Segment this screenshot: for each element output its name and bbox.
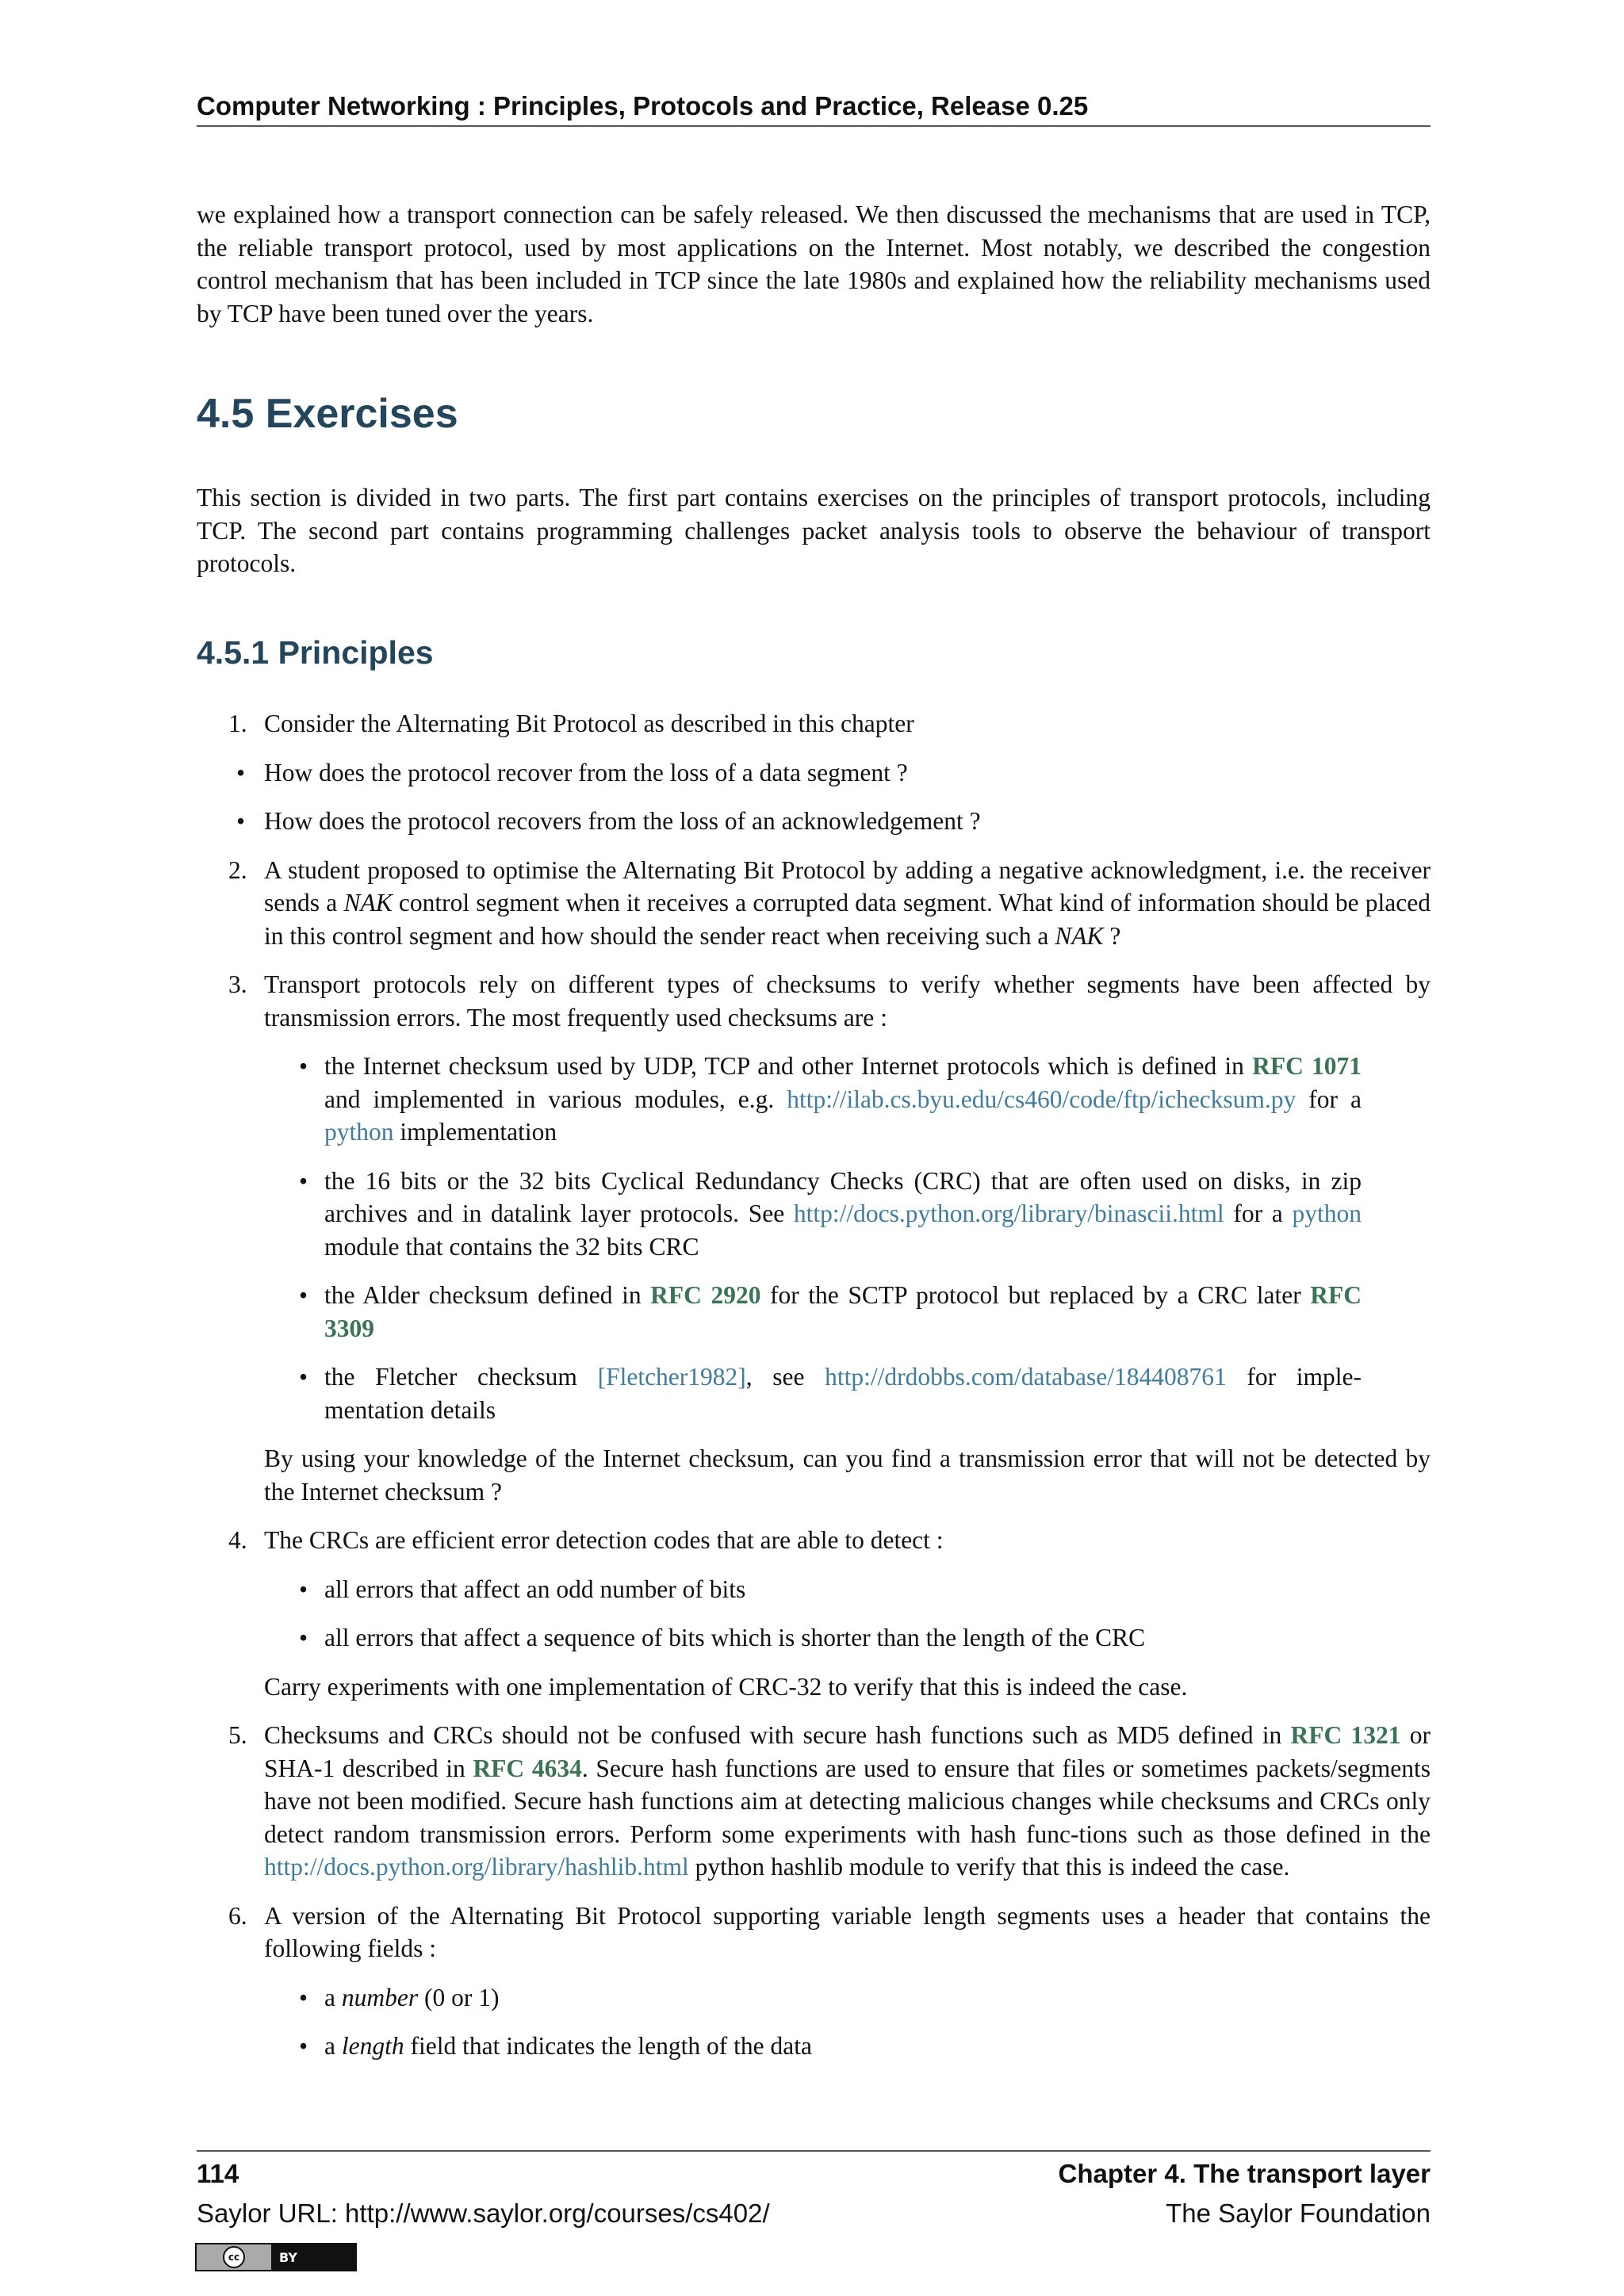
header-field-length bbox=[264, 2030, 1362, 2063]
page-number: 114 bbox=[197, 2159, 239, 2188]
exercise-number: 3. bbox=[228, 970, 247, 998]
bullet-marker: • bbox=[236, 807, 246, 835]
hashlib-link[interactable]: http://docs.python.org/library/hashlib.html bbox=[264, 1853, 689, 1881]
exercise-text: or SHA-1 described in bbox=[264, 1721, 1431, 1782]
ichecksum-link[interactable]: http://ilab.cs.byu.edu/cs460/code/ftp/ichecksum.py bbox=[787, 1085, 1297, 1113]
exercise-3-question: By using your knowledge of the Internet checksum, can you find a transmission error that will not be detected by the Internet checksum ? bbox=[264, 1445, 1431, 1506]
bullet-text: a bbox=[324, 1983, 342, 2011]
bullet-marker: • bbox=[236, 758, 246, 786]
rfc-3309-link[interactable]: RFC 3309 bbox=[324, 1281, 1362, 1342]
exercise-number: 1. bbox=[228, 710, 247, 737]
exercise-text: ? bbox=[1103, 921, 1121, 950]
exercise-text: A student proposed to optimise the Alternating Bit Protocol by adding a negative acknowledgment, i.e. the receiver sends a bbox=[264, 855, 1431, 916]
bullet-text: for the SCTP protocol but replaced by a CRC later bbox=[760, 1281, 1311, 1309]
saylor-url: Saylor URL: http://www.saylor.org/courses/cs402/ bbox=[197, 2198, 770, 2228]
exercise-1-bullet-2 bbox=[197, 805, 1431, 838]
rfc-1321-link[interactable]: RFC 1321 bbox=[1290, 1721, 1401, 1749]
field-name: number bbox=[341, 1983, 419, 2011]
rfc-4634-link[interactable]: RFC 4634 bbox=[473, 1754, 582, 1782]
exercise-text: Checksums and CRCs should not be confused with secure hash functions such as MD5 defined in bbox=[264, 1721, 1291, 1749]
bullet-text: for imple-mentation details bbox=[324, 1363, 1362, 1424]
exercise-number: 2. bbox=[228, 855, 247, 884]
footer-row-2 bbox=[197, 2198, 1431, 2229]
bullet-text: the Internet checksum used by UDP, TCP and other Internet protocols which is defined in bbox=[324, 1052, 1253, 1080]
bullet-marker: • bbox=[299, 2032, 308, 2060]
exercise-number: 6. bbox=[228, 1901, 247, 1930]
bullet-marker: • bbox=[299, 1052, 308, 1080]
exercise-text: Consider the Alternating Bit Protocol as described in this chapter bbox=[264, 710, 914, 737]
bullet-marker: • bbox=[299, 1575, 308, 1603]
section-heading: 4.5 Exercises bbox=[197, 391, 458, 437]
exercise-number: 4. bbox=[228, 1526, 247, 1554]
bullet-text: field that indicates the length of the data bbox=[404, 2032, 812, 2060]
binascii-link[interactable]: http://docs.python.org/library/binascii.html bbox=[793, 1200, 1224, 1227]
bullet-marker: • bbox=[299, 1624, 308, 1651]
bullet-text: all errors that affect an odd number of bits bbox=[324, 1575, 746, 1603]
bullet-text: and implemented in various modules, e.g. bbox=[324, 1085, 787, 1113]
bullet-marker: • bbox=[299, 1363, 308, 1391]
exercise-text: Transport protocols rely on different types of checksums to verify whether segments have been affected by transmission errors. The most frequently used checksums are : bbox=[264, 970, 1431, 1031]
exercise-6 bbox=[197, 1900, 1431, 2063]
python-link[interactable]: python bbox=[324, 1118, 394, 1146]
nak-term: NAK bbox=[343, 889, 393, 916]
bullet-text: implementation bbox=[393, 1118, 557, 1146]
document-page bbox=[197, 0, 1431, 2296]
header-field-number bbox=[264, 1981, 1362, 2015]
foundation-name: The Saylor Foundation bbox=[1166, 2198, 1431, 2228]
by-label: BY bbox=[279, 2249, 297, 2265]
checksum-alder bbox=[264, 1279, 1362, 1345]
exercise-3 bbox=[197, 968, 1431, 1508]
intro-paragraph: we explained how a transport connection can be safely released. We then discussed the mechanisms that are used in TCP, the reliable transport protocol, used by most applications on the Internet. Most notably, we described the congestion control mechanism that has been included in TCP since the late 1980s and explained how the reliability mechanisms used by TCP have been tuned over the years. bbox=[197, 201, 1431, 327]
cc-logo bbox=[197, 2244, 271, 2270]
cc-by-license-icon bbox=[195, 2243, 357, 2271]
exercise-text: The CRCs are efficient error detection codes that are able to detect : bbox=[264, 1526, 944, 1554]
exercise-4 bbox=[197, 1524, 1431, 1703]
field-name: length bbox=[341, 2032, 404, 2060]
exercise-2 bbox=[197, 854, 1431, 953]
exercise-number: 5. bbox=[228, 1721, 247, 1749]
bullet-text: for a bbox=[1296, 1085, 1362, 1113]
bullet-marker: • bbox=[299, 1281, 308, 1309]
exercise-text: control segment when it receives a corrupted data segment. What kind of information should be placed in this control segment and how should the sender react when receiving such a bbox=[264, 889, 1431, 950]
bullet-text: , see bbox=[745, 1363, 825, 1391]
footer-row-1 bbox=[197, 2158, 1431, 2190]
bullet-marker: • bbox=[299, 1983, 308, 2011]
rfc-1071-link[interactable]: RFC 1071 bbox=[1252, 1052, 1362, 1080]
exercise-list bbox=[197, 707, 1431, 2079]
checksum-fletcher bbox=[264, 1360, 1362, 1426]
footer-rule bbox=[197, 2150, 1431, 2152]
bullet-text: all errors that affect a sequence of bits which is shorter than the length of the CRC bbox=[324, 1624, 1146, 1651]
cc-circle-icon: cc bbox=[223, 2246, 245, 2268]
exercise-text: . Secure hash functions are used to ensure that files or sometimes packets/segments have not been modified. Secure hash functions aim at detecting malicious changes while checksums and CRCs only detect random transmission errors. Perform some experiments with hash func-tions such as those defined in the bbox=[264, 1754, 1431, 1848]
crc-bullet-2 bbox=[264, 1621, 1362, 1655]
bullet-text: How does the protocol recovers from the loss of an acknowledgement ? bbox=[264, 807, 981, 835]
bullet-text: for a bbox=[1224, 1200, 1293, 1227]
bullet-text: the Alder checksum defined in bbox=[324, 1281, 651, 1309]
rfc-2920-link[interactable]: RFC 2920 bbox=[650, 1281, 761, 1309]
bullet-text: a bbox=[324, 2032, 342, 2060]
exercise-4-task: Carry experiments with one implementation of CRC-32 to verify that this is indeed the case. bbox=[264, 1672, 1188, 1701]
subsection-heading: 4.5.1 Principles bbox=[197, 634, 434, 671]
fletcher-citation-link[interactable]: [Fletcher1982] bbox=[597, 1363, 746, 1391]
checksum-internet bbox=[264, 1050, 1362, 1149]
nak-term: NAK bbox=[1055, 921, 1104, 950]
python-link[interactable]: python bbox=[1292, 1200, 1362, 1227]
running-header: Computer Networking : Principles, Protocols and Practice, Release 0.25 bbox=[197, 90, 1431, 127]
bullet-text: (0 or 1) bbox=[418, 1983, 500, 2011]
bullet-text: the 16 bits or the 32 bits Cyclical Redundancy Checks (CRC) that are often used on disks, in zip archives and in datalink layer protocols. See bbox=[324, 1166, 1362, 1227]
section-intro-paragraph: This section is divided in two parts. The first part contains exercises on the principles of transport protocols, including TCP. The second part contains programming challenges packet analysis tools to observe the behaviour of transport protocols. bbox=[197, 484, 1431, 577]
bullet-text: the Fletcher checksum bbox=[324, 1363, 598, 1391]
drdobbs-link[interactable]: http://drdobbs.com/database/184408761 bbox=[825, 1363, 1227, 1391]
checksum-crc bbox=[264, 1165, 1362, 1264]
exercise-1-bullet-1 bbox=[197, 756, 1431, 790]
exercise-5 bbox=[197, 1719, 1431, 1884]
bullet-text: How does the protocol recover from the loss of a data segment ? bbox=[264, 758, 908, 786]
bullet-text: module that contains the 32 bits CRC bbox=[324, 1232, 699, 1261]
crc-bullet-1 bbox=[264, 1573, 1362, 1606]
exercise-1 bbox=[197, 707, 1431, 740]
exercise-text: python hashlib module to verify that this is indeed the case. bbox=[688, 1853, 1290, 1881]
bullet-marker: • bbox=[299, 1166, 308, 1195]
exercise-text: A version of the Alternating Bit Protocol supporting variable length segments uses a header that contains the following fields : bbox=[264, 1901, 1431, 1962]
chapter-title: Chapter 4. The transport layer bbox=[1058, 2159, 1431, 2188]
